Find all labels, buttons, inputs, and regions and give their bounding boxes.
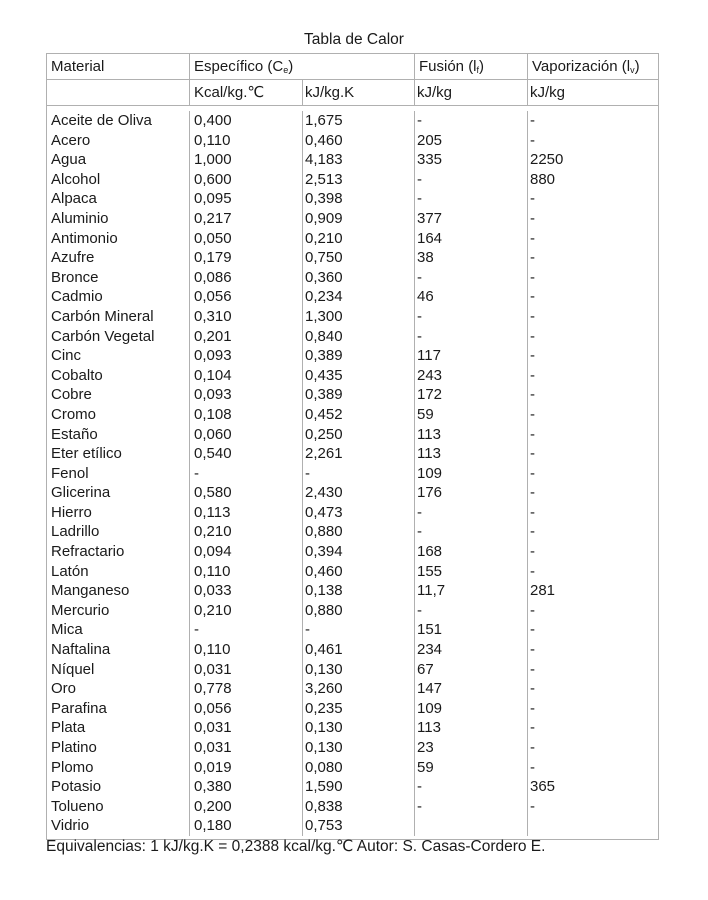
table-row: [47, 464, 658, 484]
table-row: [47, 601, 658, 621]
cell-vap: 365: [530, 778, 556, 796]
cell-kcal: 0,033: [190, 581, 303, 601]
cell-kcal: 0,060: [190, 425, 303, 445]
cell-kj: 0,394: [303, 542, 415, 562]
table-row: [47, 287, 658, 307]
footer-equivalencias: Equivalencias: 1 kJ/kg.K = 0,2388 kcal/kg.℃: [46, 838, 354, 855]
table-row: [47, 366, 658, 386]
cell-fusion: 176: [415, 483, 528, 503]
cell-kj: 2,261: [303, 444, 415, 464]
cell-vap: -: [530, 484, 535, 502]
table-row: [47, 150, 658, 170]
cell-kj: 0,473: [303, 503, 415, 523]
cell-fusion: 67: [415, 660, 528, 680]
page-title: Tabla de Calor: [304, 31, 404, 48]
table-row: [47, 131, 658, 151]
cell-vap: -: [530, 425, 535, 443]
table-row: [47, 660, 658, 680]
table-row: [47, 718, 658, 738]
header-fusion: [415, 54, 528, 79]
cell-kcal: 0,310: [190, 307, 303, 327]
cell-material: Estaño: [47, 425, 190, 445]
cell-kcal: 0,180: [190, 816, 303, 836]
cell-kj: 0,130: [303, 718, 415, 738]
footer-autor: Autor: S. Casas-Cordero E.: [356, 838, 546, 855]
header-especifico: [190, 54, 415, 79]
header-fusion-close: ): [479, 58, 485, 75]
cell-kj: 0,838: [303, 797, 415, 817]
cell-fusion: 109: [415, 699, 528, 719]
table-row: [47, 425, 658, 445]
cell-kj: 0,389: [303, 346, 415, 366]
table-row: [47, 797, 658, 817]
cell-vap: -: [530, 366, 535, 384]
table-row: [47, 248, 658, 268]
cell-kcal: 0,110: [190, 131, 303, 151]
unit-kcal: Kcal/kg.℃: [190, 80, 303, 105]
cell-material: Agua: [47, 150, 190, 170]
cell-material: Aceite de Oliva: [47, 111, 190, 131]
table-row: [47, 816, 658, 836]
cell-kj: 0,880: [303, 601, 415, 621]
cell-vap: -: [530, 797, 535, 815]
cell-kj: 1,300: [303, 307, 415, 327]
cell-kcal: -: [190, 464, 303, 484]
cell-material: Cobalto: [47, 366, 190, 386]
header-row: [47, 54, 658, 80]
cell-kj: 1,675: [303, 111, 415, 131]
cell-kj: 0,460: [303, 131, 415, 151]
cell-vap: [528, 816, 658, 836]
table-row: [47, 483, 658, 503]
cell-vap: 880: [530, 170, 556, 188]
table-row: [47, 738, 658, 758]
cell-fusion: -: [415, 797, 528, 817]
cell-kj: 0,130: [303, 660, 415, 680]
cell-kj: 0,753: [303, 816, 415, 836]
header-vaporizacion-sub: v: [630, 65, 635, 75]
cell-material: Carbón Vegetal: [47, 327, 190, 347]
table-body: [47, 106, 658, 839]
cell-fusion: 23: [415, 738, 528, 758]
cell-kcal: 0,210: [190, 601, 303, 621]
cell-vap: -: [530, 719, 535, 737]
table-row: [47, 111, 658, 131]
cell-material: Glicerina: [47, 483, 190, 503]
cell-kj: 0,461: [303, 640, 415, 660]
cell-kcal: 0,095: [190, 189, 303, 209]
table-row: [47, 346, 658, 366]
cell-material: Tolueno: [47, 797, 190, 817]
cell-kj: 0,460: [303, 562, 415, 582]
cell-kj: 1,590: [303, 777, 415, 797]
cell-fusion: -: [415, 522, 528, 542]
table-row: [47, 170, 658, 190]
cell-kj: 0,435: [303, 366, 415, 386]
cell-kcal: 0,400: [190, 111, 303, 131]
cell-fusion: -: [415, 170, 528, 190]
cell-fusion: 113: [415, 444, 528, 464]
heat-table: [46, 53, 659, 840]
cell-kj: 0,909: [303, 209, 415, 229]
cell-fusion: -: [415, 327, 528, 347]
cell-material: Ladrillo: [47, 522, 190, 542]
cell-kcal: 0,600: [190, 170, 303, 190]
cell-material: Parafina: [47, 699, 190, 719]
table-row: [47, 581, 658, 601]
cell-vap: -: [530, 641, 535, 659]
cell-fusion: -: [415, 189, 528, 209]
cell-vap: -: [530, 209, 535, 227]
cell-vap: -: [530, 131, 535, 149]
cell-material: Carbón Mineral: [47, 307, 190, 327]
cell-kcal: 0,031: [190, 660, 303, 680]
cell-material: Cobre: [47, 385, 190, 405]
units-empty: [47, 80, 190, 105]
cell-fusion: 377: [415, 209, 528, 229]
units-row: [47, 80, 658, 106]
table-row: [47, 307, 658, 327]
unit-kj: kJ/kg.K: [303, 80, 415, 105]
table-row: [47, 758, 658, 778]
cell-fusion: -: [415, 503, 528, 523]
cell-kcal: 0,031: [190, 718, 303, 738]
cell-kcal: 0,086: [190, 268, 303, 288]
cell-vap: -: [530, 405, 535, 423]
cell-vap: -: [530, 386, 535, 404]
cell-kj: 3,260: [303, 679, 415, 699]
cell-kcal: 0,540: [190, 444, 303, 464]
cell-kj: -: [303, 620, 415, 640]
cell-fusion: -: [415, 111, 528, 131]
cell-fusion: 11,7: [415, 581, 528, 601]
cell-material: Hierro: [47, 503, 190, 523]
cell-vap: -: [530, 445, 535, 463]
cell-material: Mercurio: [47, 601, 190, 621]
cell-kcal: 0,093: [190, 346, 303, 366]
cell-vap: -: [530, 739, 535, 756]
cell-kj: 2,430: [303, 483, 415, 503]
cell-kj: 0,840: [303, 327, 415, 347]
cell-kcal: 0,210: [190, 522, 303, 542]
cell-vap: -: [530, 190, 535, 208]
cell-vap: -: [530, 288, 535, 306]
cell-vap: -: [530, 543, 535, 561]
cell-fusion: 172: [415, 385, 528, 405]
header-vaporizacion: [528, 54, 658, 79]
cell-vap: -: [530, 347, 535, 365]
cell-kcal: 0,094: [190, 542, 303, 562]
cell-kcal: 1,000: [190, 150, 303, 170]
cell-kcal: 0,104: [190, 366, 303, 386]
cell-kcal: 0,778: [190, 679, 303, 699]
unit-fusion: kJ/kg: [415, 80, 528, 105]
cell-fusion: -: [415, 307, 528, 327]
cell-kj: 0,234: [303, 287, 415, 307]
table-row: [47, 542, 658, 562]
cell-fusion: 38: [415, 248, 528, 268]
cell-vap: -: [530, 660, 535, 678]
cell-vap: -: [530, 229, 535, 247]
cell-kj: 2,513: [303, 170, 415, 190]
cell-vap: -: [530, 562, 535, 580]
cell-vap: -: [530, 307, 535, 325]
cell-material: Refractario: [47, 542, 190, 562]
cell-fusion: 59: [415, 758, 528, 778]
cell-fusion: 109: [415, 464, 528, 484]
cell-vap: -: [530, 680, 535, 698]
cell-material: Plomo: [47, 758, 190, 778]
cell-vap: -: [530, 112, 535, 129]
cell-fusion: 113: [415, 425, 528, 445]
cell-kj: 0,138: [303, 581, 415, 601]
cell-fusion: -: [415, 601, 528, 621]
cell-fusion: 164: [415, 229, 528, 249]
cell-kcal: 0,056: [190, 287, 303, 307]
cell-material: Mica: [47, 620, 190, 640]
cell-material: Fenol: [47, 464, 190, 484]
cell-fusion: -: [415, 777, 528, 797]
cell-kj: 0,130: [303, 738, 415, 758]
table-row: [47, 777, 658, 797]
table-row: [47, 640, 658, 660]
cell-vap: -: [530, 249, 535, 267]
table-row: [47, 562, 658, 582]
cell-fusion: 59: [415, 405, 528, 425]
cell-vap: -: [530, 464, 535, 482]
table-row: [47, 268, 658, 288]
cell-kcal: 0,217: [190, 209, 303, 229]
header-vaporizacion-label: Vaporización (l: [532, 58, 631, 75]
header-fusion-label: Fusión (l: [419, 58, 477, 75]
cell-fusion: 243: [415, 366, 528, 386]
cell-vap: -: [530, 503, 535, 521]
cell-kcal: 0,200: [190, 797, 303, 817]
table-row: [47, 620, 658, 640]
cell-kcal: -: [190, 620, 303, 640]
table-row: [47, 209, 658, 229]
cell-vap: -: [530, 523, 535, 541]
cell-kj: 0,250: [303, 425, 415, 445]
header-especifico-sub: e: [283, 65, 289, 75]
cell-kj: 0,210: [303, 229, 415, 249]
cell-material: Manganeso: [47, 581, 190, 601]
header-material: Material: [47, 54, 190, 79]
table-row: [47, 327, 658, 347]
cell-vap: -: [530, 621, 535, 639]
table-row: [47, 522, 658, 542]
cell-material: Plata: [47, 718, 190, 738]
cell-material: Alpaca: [47, 189, 190, 209]
cell-kj: -: [303, 464, 415, 484]
table-row: [47, 444, 658, 464]
cell-kj: 0,452: [303, 405, 415, 425]
cell-vap: -: [530, 327, 535, 345]
header-especifico-close: ): [288, 58, 294, 75]
cell-fusion: 234: [415, 640, 528, 660]
cell-fusion: 151: [415, 620, 528, 640]
cell-kcal: 0,108: [190, 405, 303, 425]
cell-fusion: 335: [415, 150, 528, 170]
cell-material: Alcohol: [47, 170, 190, 190]
cell-material: Naftalina: [47, 640, 190, 660]
cell-kj: 0,398: [303, 189, 415, 209]
cell-vap: -: [530, 268, 535, 286]
cell-kcal: 0,580: [190, 483, 303, 503]
table-row: [47, 405, 658, 425]
cell-fusion: 113: [415, 718, 528, 738]
cell-kcal: 0,201: [190, 327, 303, 347]
cell-material: Azufre: [47, 248, 190, 268]
header-vaporizacion-close: ): [634, 58, 640, 75]
cell-fusion: 46: [415, 287, 528, 307]
table-row: [47, 385, 658, 405]
cell-material: Antimonio: [47, 229, 190, 249]
cell-kcal: 0,110: [190, 640, 303, 660]
footer: [46, 838, 545, 856]
cell-material: Níquel: [47, 660, 190, 680]
cell-material: Oro: [47, 679, 190, 699]
cell-material: Cadmio: [47, 287, 190, 307]
cell-kj: 4,183: [303, 150, 415, 170]
cell-kj: 0,880: [303, 522, 415, 542]
cell-vap: -: [530, 699, 535, 717]
cell-material: Aluminio: [47, 209, 190, 229]
cell-fusion: 205: [415, 131, 528, 151]
table-row: [47, 229, 658, 249]
cell-material: Vidrio: [47, 816, 190, 836]
cell-vap: -: [530, 601, 535, 619]
cell-vap: 2250: [530, 151, 564, 169]
cell-material: Eter etílico: [47, 444, 190, 464]
cell-material: Acero: [47, 131, 190, 151]
cell-kcal: 0,019: [190, 758, 303, 778]
cell-fusion: 147: [415, 679, 528, 699]
cell-material: Cromo: [47, 405, 190, 425]
cell-kj: 0,389: [303, 385, 415, 405]
cell-kj: 0,750: [303, 248, 415, 268]
cell-kcal: 0,093: [190, 385, 303, 405]
cell-kcal: 0,110: [190, 562, 303, 582]
cell-vap: 281: [530, 582, 556, 600]
unit-vaporizacion: kJ/kg: [530, 84, 566, 101]
header-fusion-sub: f: [476, 65, 480, 75]
cell-material: Bronce: [47, 268, 190, 288]
cell-material: Potasio: [47, 777, 190, 797]
cell-fusion: 117: [415, 346, 528, 366]
table-row: [47, 189, 658, 209]
cell-kcal: 0,113: [190, 503, 303, 523]
cell-kcal: 0,031: [190, 738, 303, 758]
cell-kcal: 0,050: [190, 229, 303, 249]
cell-fusion: 155: [415, 562, 528, 582]
table-row: [47, 699, 658, 719]
cell-kj: 0,360: [303, 268, 415, 288]
cell-vap: -: [530, 758, 535, 776]
cell-material: Cinc: [47, 346, 190, 366]
cell-fusion: -: [415, 268, 528, 288]
cell-fusion: [415, 816, 528, 836]
cell-kcal: 0,179: [190, 248, 303, 268]
table-row: [47, 503, 658, 523]
cell-kj: 0,080: [303, 758, 415, 778]
cell-fusion: 168: [415, 542, 528, 562]
cell-kcal: 0,380: [190, 777, 303, 797]
cell-kcal: 0,056: [190, 699, 303, 719]
cell-kj: 0,235: [303, 699, 415, 719]
header-especifico-label: Específico (C: [194, 58, 284, 75]
table-row: [47, 679, 658, 699]
cell-material: Latón: [47, 562, 190, 582]
cell-material: Platino: [47, 738, 190, 758]
